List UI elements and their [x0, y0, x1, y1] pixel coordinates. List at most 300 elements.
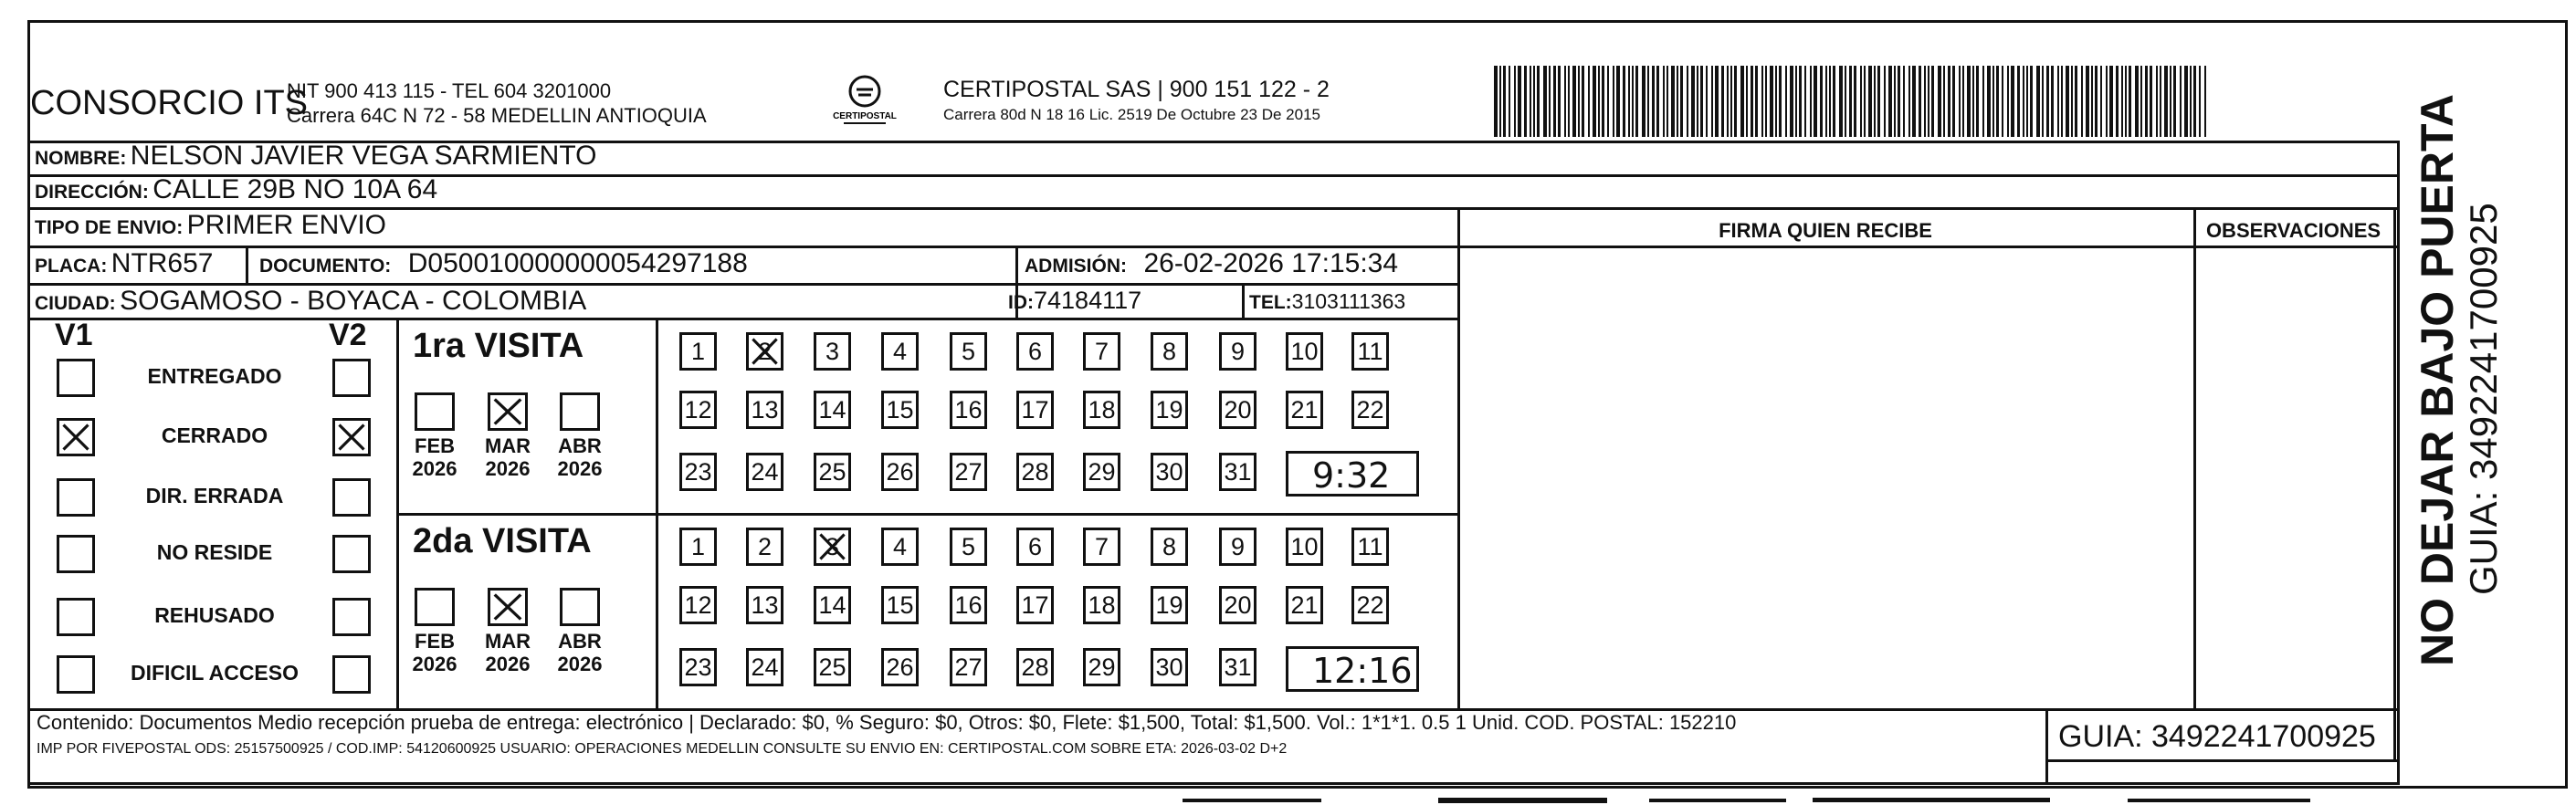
- day-box[interactable]: [814, 391, 851, 429]
- barcode-bar: [1982, 66, 1984, 137]
- v1-checkbox[interactable]: [57, 359, 95, 397]
- barcode-bar: [1820, 66, 1823, 137]
- placa-row: [35, 248, 214, 279]
- day-number: 2: [757, 338, 773, 365]
- admision-row: [1025, 248, 1398, 279]
- day-box[interactable]: [1151, 528, 1188, 566]
- barcode-bar: [1715, 66, 1719, 137]
- day-box[interactable]: [1016, 586, 1054, 624]
- postal-line-2: Carrera 80d N 18 16 Lic. 2519 De Octubre 23 De 2015: [943, 106, 1320, 123]
- barcode-bar: [1593, 66, 1596, 137]
- day-box[interactable]: [746, 528, 783, 566]
- status-label: CERRADO: [161, 423, 268, 447]
- day-box[interactable]: [1016, 648, 1054, 686]
- status-label: REHUSADO: [154, 603, 275, 627]
- month-checkbox[interactable]: [488, 588, 528, 626]
- admision-value: 26-02-2026 17:15:34: [1143, 248, 1399, 278]
- barcode-bar: [1952, 66, 1955, 137]
- barcode-bar: [1839, 66, 1843, 137]
- day-box[interactable]: [1351, 528, 1389, 566]
- day-number: 7: [1094, 533, 1109, 560]
- day-box[interactable]: [679, 332, 717, 371]
- barcode-bar: [1533, 66, 1535, 137]
- barcode-bar: [1623, 66, 1625, 137]
- status-label: ENTREGADO: [147, 364, 282, 388]
- id-row: [1008, 287, 1141, 315]
- barcode-bar: [1632, 66, 1634, 137]
- tel-row: [1249, 289, 1405, 314]
- day-box[interactable]: [950, 391, 987, 429]
- day-number: 25: [818, 653, 846, 681]
- day-box[interactable]: [950, 586, 987, 624]
- month-year: 2026: [485, 653, 531, 675]
- barcode-bar: [2204, 66, 2206, 137]
- footer-guia: GUIA: 3492241700925: [2058, 719, 2376, 754]
- barcode-bar: [1972, 66, 1974, 137]
- barcode-bar: [1746, 66, 1748, 137]
- tel-value: 3103111363: [1291, 289, 1406, 313]
- day-number: 23: [684, 653, 712, 681]
- side-guia: GUIA: 3492241700925: [2462, 203, 2505, 595]
- direccion-row: [35, 174, 437, 205]
- barcode-bar: [1734, 66, 1737, 137]
- barcode-bar: [2150, 66, 2152, 137]
- day-box[interactable]: [950, 648, 987, 686]
- barcode-bar: [1992, 66, 1994, 137]
- barcode-bar: [2075, 66, 2077, 137]
- day-number: 31: [1224, 458, 1252, 486]
- handwritten-time: 12:16: [1312, 651, 1413, 691]
- barcode-bar: [1680, 66, 1683, 137]
- barcode-bar: [2180, 66, 2182, 137]
- day-box[interactable]: [746, 586, 783, 624]
- company-line-2: Carrera 64C N 72 - 58 MEDELLIN ANTIOQUIA: [287, 104, 707, 127]
- v2-checkbox[interactable]: [332, 598, 371, 636]
- day-number: 14: [818, 396, 846, 423]
- barcode-bar: [2156, 66, 2158, 137]
- barcode-bar: [2160, 66, 2161, 137]
- status-label: DIFICIL ACCESO: [130, 661, 299, 685]
- day-number: 7: [1094, 338, 1109, 365]
- month-label: [482, 630, 533, 675]
- day-mark: [816, 530, 848, 563]
- barcode-bar: [1919, 66, 1921, 137]
- barcode-bar: [1779, 66, 1782, 137]
- day-number: 12: [684, 591, 712, 619]
- day-number: 16: [954, 591, 983, 619]
- day-number: 18: [1088, 396, 1116, 423]
- barcode-bar: [2091, 66, 2093, 137]
- day-number: 30: [1155, 653, 1183, 681]
- day-box[interactable]: [950, 332, 987, 371]
- day-box[interactable]: [1219, 391, 1256, 429]
- barcode-bar: [1647, 66, 1649, 137]
- barcode-bar: [1494, 66, 1498, 137]
- barcode-bar: [1810, 66, 1812, 137]
- day-number: 11: [1357, 338, 1383, 365]
- barcode-bar: [1667, 66, 1668, 137]
- admision-label: ADMISIÓN:: [1025, 256, 1127, 277]
- barcode-bar: [2199, 66, 2201, 137]
- barcode-bar: [2036, 66, 2040, 137]
- barcode-bar: [1761, 66, 1763, 137]
- barcode-bar: [1804, 66, 1806, 137]
- day-number: 29: [1088, 653, 1116, 681]
- day-box[interactable]: [1351, 586, 1389, 624]
- day-box[interactable]: [881, 453, 919, 491]
- barcode-bar: [2135, 66, 2139, 137]
- barcode-bar: [2046, 66, 2049, 137]
- day-number: 17: [1021, 396, 1049, 423]
- id-value: 74184117: [1034, 287, 1142, 314]
- v2-label: V2: [329, 318, 367, 352]
- month-name: MAR: [484, 434, 531, 457]
- day-box[interactable]: [881, 332, 919, 371]
- day-number: 9: [1230, 338, 1246, 365]
- barcode-bar: [2173, 66, 2176, 137]
- day-number: 5: [961, 533, 976, 560]
- time-box[interactable]: [1286, 451, 1419, 497]
- day-number: 17: [1021, 591, 1049, 619]
- barcode-bar: [2100, 66, 2102, 137]
- day-box[interactable]: [1286, 332, 1323, 371]
- logo-text: CERTIPOSTAL: [833, 111, 897, 121]
- day-box[interactable]: [1151, 391, 1188, 429]
- status-label: NO RESIDE: [156, 540, 273, 564]
- day-box[interactable]: [679, 648, 717, 686]
- v2-checkbox[interactable]: [332, 535, 371, 573]
- day-number: 1: [690, 338, 706, 365]
- barcode-bar: [1967, 66, 1971, 137]
- month-checkbox[interactable]: [560, 588, 600, 626]
- day-number: 2: [757, 533, 773, 560]
- id-label: ID:: [1008, 292, 1034, 313]
- day-number: 3: [825, 533, 840, 560]
- barcode-bar: [2193, 66, 2196, 137]
- barcode-bar: [1765, 66, 1767, 137]
- day-box[interactable]: [746, 391, 783, 429]
- month-name: ABR: [558, 630, 602, 653]
- day-box[interactable]: [1351, 332, 1389, 371]
- barcode-bar: [1740, 66, 1744, 137]
- barcode-bar: [2081, 66, 2083, 137]
- barcode-bar: [1888, 66, 1892, 137]
- day-number: 26: [886, 653, 914, 681]
- barcode-bar: [1503, 66, 1506, 137]
- day-box[interactable]: [1083, 586, 1120, 624]
- day-number: 29: [1088, 458, 1116, 486]
- barcode-bar: [1727, 66, 1729, 137]
- day-box[interactable]: [1083, 453, 1120, 491]
- day-number: 8: [1162, 533, 1177, 560]
- barcode-bar: [1663, 66, 1665, 137]
- barcode-bar: [1613, 66, 1614, 137]
- barcode-bar: [1530, 66, 1531, 137]
- month-checkbox[interactable]: [488, 392, 528, 431]
- day-box[interactable]: [814, 528, 851, 566]
- day-number: 12: [684, 396, 712, 423]
- barcode-bar: [2071, 66, 2073, 137]
- barcode-bar: [1795, 66, 1797, 137]
- day-box[interactable]: [1083, 332, 1120, 371]
- day-number: 9: [1230, 533, 1246, 560]
- v1-checkbox[interactable]: [57, 418, 95, 456]
- month-year: 2026: [485, 457, 531, 480]
- month-year: 2026: [412, 457, 457, 480]
- edge-mark: [1183, 799, 1321, 802]
- day-number: 28: [1021, 653, 1049, 681]
- day-box[interactable]: [1151, 453, 1188, 491]
- tel-label: TEL:: [1249, 292, 1292, 313]
- barcode-bar: [2057, 66, 2059, 137]
- month-checkbox[interactable]: [560, 392, 600, 431]
- barcode-bar: [2164, 66, 2168, 137]
- firma-label: FIRMA QUIEN RECIBE: [1719, 219, 1932, 242]
- nombre-row: [35, 141, 596, 172]
- day-box[interactable]: [679, 453, 717, 491]
- day-number: 13: [751, 591, 779, 619]
- barcode-bar: [1833, 66, 1835, 137]
- barcode-bar: [2170, 66, 2171, 137]
- v2-checkbox[interactable]: [332, 359, 371, 397]
- month-year: 2026: [412, 653, 457, 675]
- day-box[interactable]: [679, 586, 717, 624]
- v2-checkbox[interactable]: [332, 418, 371, 456]
- barcode-bar: [1785, 66, 1787, 137]
- barcode-bar: [2095, 66, 2098, 137]
- day-box[interactable]: [1151, 332, 1188, 371]
- barcode-bar: [1721, 66, 1724, 137]
- day-box[interactable]: [1016, 528, 1054, 566]
- barcode-bar: [1524, 66, 1527, 137]
- barcode-bar: [1987, 66, 1991, 137]
- barcode-bar: [1854, 66, 1856, 137]
- day-box[interactable]: [679, 391, 717, 429]
- month-label: [409, 434, 460, 480]
- month-name: MAR: [484, 630, 531, 653]
- v2-checkbox[interactable]: [332, 655, 371, 694]
- footer-line-2: IMP POR FIVEPOSTAL ODS: 25157500925 / COD.IMP: 54120600925 USUARIO: OPERACIONES MEDELLIN CONSULTE SU ENVIO EN: CERTIPOSTAL.COM SOBRE ETA: 2026-03-02 D+2: [37, 741, 1288, 757]
- day-box[interactable]: [881, 528, 919, 566]
- day-box[interactable]: [1219, 453, 1256, 491]
- day-number: 31: [1224, 653, 1252, 681]
- edge-mark: [1649, 799, 1786, 802]
- barcode-bar: [1700, 66, 1703, 137]
- day-number: 18: [1088, 591, 1116, 619]
- day-box[interactable]: [1016, 332, 1054, 371]
- side-warning: NO DEJAR BAJO PUERTA: [2412, 94, 2463, 666]
- barcode-bar: [1775, 66, 1777, 137]
- barcode-bar: [1877, 66, 1880, 137]
- barcode-bar: [1814, 66, 1817, 137]
- barcode-bar: [1730, 66, 1732, 137]
- barcode-bar: [1903, 66, 1905, 137]
- month-name: ABR: [558, 434, 602, 457]
- handwritten-time: 9:32: [1312, 455, 1391, 496]
- visit-title: 2da VISITA: [413, 522, 592, 560]
- ciudad-label: CIUDAD:: [35, 293, 116, 314]
- day-number: 3: [825, 338, 840, 365]
- barcode-bar: [1962, 66, 1964, 137]
- barcode-bar: [1671, 66, 1675, 137]
- barcode-bar: [2007, 66, 2009, 137]
- v1-checkbox[interactable]: [57, 535, 95, 573]
- month-year: 2026: [557, 653, 603, 675]
- edge-mark: [1813, 798, 2050, 802]
- barcode-bar: [2061, 66, 2063, 137]
- day-box[interactable]: [814, 648, 851, 686]
- day-box[interactable]: [950, 528, 987, 566]
- month-year: 2026: [557, 457, 603, 480]
- barcode-bar: [1588, 66, 1590, 137]
- barcode-bar: [2023, 66, 2024, 137]
- day-box[interactable]: [814, 332, 851, 371]
- day-box[interactable]: [746, 648, 783, 686]
- ciudad-row: [35, 286, 586, 317]
- barcode-bar: [1706, 66, 1708, 137]
- barcode-bar: [1652, 66, 1655, 137]
- barcode-bar: [1499, 66, 1501, 137]
- day-box[interactable]: [1151, 586, 1188, 624]
- barcode-bar: [1884, 66, 1886, 137]
- v1-label: V1: [55, 318, 93, 352]
- barcode-bar: [1849, 66, 1852, 137]
- day-box[interactable]: [1016, 391, 1054, 429]
- day-box[interactable]: [1151, 648, 1188, 686]
- v1-checkbox[interactable]: [57, 598, 95, 636]
- barcode-bar: [1598, 66, 1600, 137]
- day-number: 16: [954, 396, 983, 423]
- barcode-bar: [1790, 66, 1793, 137]
- direccion-value: CALLE 29B NO 10A 64: [152, 174, 438, 204]
- barcode-bar: [1628, 66, 1630, 137]
- barcode-bar: [1553, 66, 1556, 137]
- barcode-bar: [1928, 66, 1929, 137]
- day-box[interactable]: [814, 586, 851, 624]
- barcode-bar: [1845, 66, 1846, 137]
- day-box[interactable]: [881, 586, 919, 624]
- day-number: 26: [886, 458, 914, 486]
- barcode-bar: [1751, 66, 1753, 137]
- month-checkbox[interactable]: [415, 392, 455, 431]
- day-number: 4: [892, 338, 908, 365]
- barcode-bar: [2017, 66, 2020, 137]
- day-number: 20: [1224, 396, 1252, 423]
- day-number: 1: [690, 533, 706, 560]
- placa-value: NTR657: [110, 248, 214, 278]
- day-box[interactable]: [1219, 648, 1256, 686]
- day-number: 25: [818, 458, 846, 486]
- day-box[interactable]: [1083, 391, 1120, 429]
- day-box[interactable]: [814, 453, 851, 491]
- barcode-bar: [1635, 66, 1638, 137]
- barcode-bar: [2125, 66, 2127, 137]
- certipostal-logo: [833, 71, 897, 128]
- month-checkbox[interactable]: [415, 588, 455, 626]
- day-number: 24: [751, 653, 779, 681]
- postal-line-1: CERTIPOSTAL SAS | 900 151 122 - 2: [943, 77, 1330, 102]
- tipo-label: TIPO DE ENVIO:: [35, 217, 184, 238]
- v2-checkbox[interactable]: [332, 478, 371, 517]
- barcode-bar: [1697, 66, 1698, 137]
- barcode-bar: [1549, 66, 1551, 137]
- barcode-bar: [1860, 66, 1862, 137]
- barcode-bar: [2026, 66, 2028, 137]
- barcode-bar: [1578, 66, 1580, 137]
- day-box[interactable]: [1351, 391, 1389, 429]
- documento-value: D050010000000054297188: [407, 248, 748, 278]
- barcode-bar: [1825, 66, 1827, 137]
- day-box[interactable]: [746, 453, 783, 491]
- day-box[interactable]: [1083, 648, 1120, 686]
- month-label: [409, 630, 460, 675]
- day-number: 28: [1021, 458, 1049, 486]
- day-box[interactable]: [1219, 332, 1256, 371]
- company-line-1: NIT 900 413 115 - TEL 604 3201000: [287, 79, 612, 102]
- day-number: 8: [1162, 338, 1177, 365]
- barcode-bar: [1642, 66, 1645, 137]
- time-box[interactable]: [1286, 646, 1419, 692]
- barcode-bar: [1568, 66, 1570, 137]
- barcode-bar: [2011, 66, 2014, 137]
- day-number: 15: [886, 591, 914, 619]
- day-number: 30: [1155, 458, 1183, 486]
- day-box[interactable]: [950, 453, 987, 491]
- visit-title: 1ra VISITA: [413, 327, 584, 365]
- day-number: 4: [892, 533, 908, 560]
- v1-checkbox[interactable]: [57, 655, 95, 694]
- barcode-bar: [2121, 66, 2123, 137]
- side-text: [2411, 94, 2504, 666]
- barcode-bar: [1924, 66, 1926, 137]
- day-box[interactable]: [679, 528, 717, 566]
- day-box[interactable]: [1219, 586, 1256, 624]
- edge-mark: [2128, 799, 2310, 802]
- month-label: [554, 434, 605, 480]
- day-number: 6: [1027, 338, 1043, 365]
- barcode-bar: [1677, 66, 1678, 137]
- barcode-bar: [2116, 66, 2119, 137]
- day-box[interactable]: [746, 332, 783, 371]
- barcode-bar: [1543, 66, 1547, 137]
- day-box[interactable]: [1083, 528, 1120, 566]
- v1-checkbox[interactable]: [57, 478, 95, 517]
- day-box[interactable]: [1016, 453, 1054, 491]
- day-box[interactable]: [1286, 528, 1323, 566]
- day-box[interactable]: [1286, 391, 1323, 429]
- barcode-bar: [1908, 66, 1910, 137]
- barcode-bar: [2002, 66, 2003, 137]
- barcode-bar: [1996, 66, 1999, 137]
- day-mark: [749, 335, 781, 368]
- barcode-bar: [2106, 66, 2108, 137]
- day-box[interactable]: [1219, 528, 1256, 566]
- barcode-bar: [2140, 66, 2142, 137]
- day-box[interactable]: [1286, 586, 1323, 624]
- barcode-bar: [1868, 66, 1872, 137]
- barcode-bar: [1938, 66, 1941, 137]
- day-box[interactable]: [881, 391, 919, 429]
- barcode-bar: [1509, 66, 1510, 137]
- day-box[interactable]: [881, 648, 919, 686]
- day-number: 24: [751, 458, 779, 486]
- month-label: [554, 630, 605, 675]
- barcode-bar: [2145, 66, 2148, 137]
- documento-label: DOCUMENTO:: [259, 256, 392, 277]
- barcode-bar: [1755, 66, 1758, 137]
- barcode-bar: [2066, 66, 2069, 137]
- barcode-bar: [1691, 66, 1695, 137]
